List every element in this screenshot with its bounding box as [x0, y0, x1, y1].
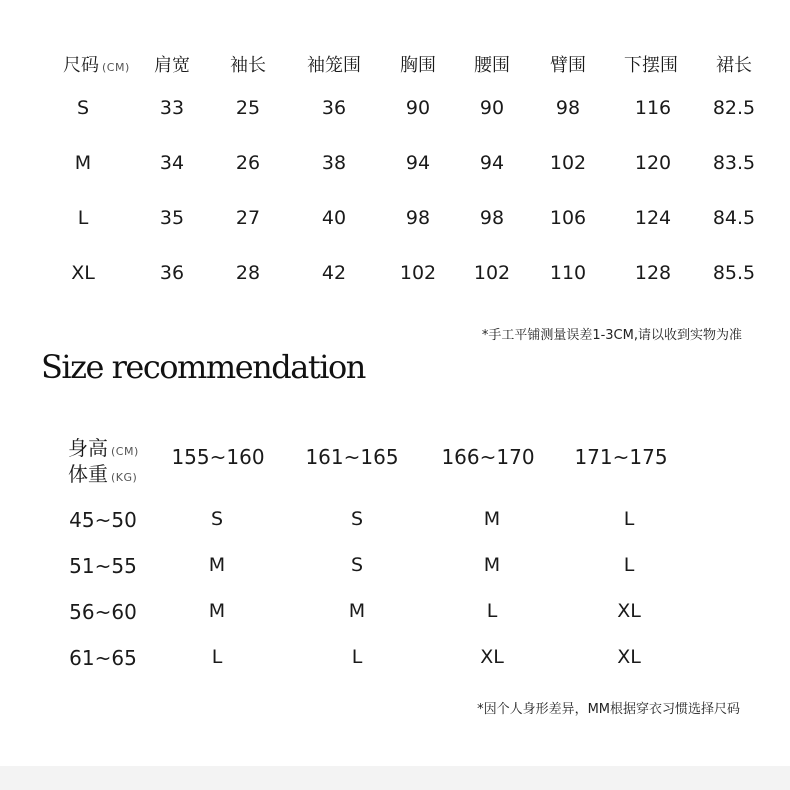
size-cell: L: [623, 508, 635, 530]
table-cell: 94: [479, 152, 505, 174]
table-cell: 28: [235, 262, 261, 284]
size-header-label: 尺码: [63, 55, 99, 76]
footer-bar: [0, 766, 790, 790]
size-cell: M: [348, 600, 366, 622]
weight-range-cell: 61~65: [69, 646, 137, 670]
table-cell: 25: [235, 97, 261, 119]
table-cell: 85.5: [712, 262, 756, 284]
weight-range-cell: 56~60: [69, 600, 137, 624]
table-cell: 83.5: [712, 152, 756, 174]
table-cell: 102: [473, 262, 511, 284]
table-cell: 102: [549, 152, 587, 174]
size-cell: M: [483, 554, 501, 576]
arm-circumference-header: 臂围: [550, 55, 586, 76]
size-cell: M: [208, 554, 226, 576]
table-cell: 128: [634, 262, 672, 284]
table-cell: 34: [159, 152, 185, 174]
table-cell: 106: [549, 207, 587, 229]
body-shape-note: *因个人身形差异，MM根据穿衣习惯选择尺码: [477, 702, 740, 717]
table-cell: 90: [405, 97, 431, 119]
size-cell: XL: [617, 600, 641, 622]
weight-unit: (KG): [111, 471, 138, 484]
size-column-header: [63, 51, 130, 77]
size-cell: L: [351, 646, 363, 668]
size-unit-label: (CM): [102, 61, 130, 74]
size-cell: S: [350, 554, 364, 576]
table-cell: M: [74, 152, 92, 174]
weight-label: 体重: [68, 462, 108, 486]
size-recommendation-title: Size recommendation: [41, 348, 365, 386]
height-unit: (CM): [111, 445, 139, 458]
dress-length-header: 裙长: [716, 55, 752, 76]
table-cell: 36: [159, 262, 185, 284]
table-cell: 110: [549, 262, 587, 284]
table-cell: 124: [634, 207, 672, 229]
weight-range-cell: 51~55: [69, 554, 137, 578]
size-cell: M: [483, 508, 501, 530]
table-cell: 98: [555, 97, 581, 119]
table-cell: 90: [479, 97, 505, 119]
weight-range-cell: 45~50: [69, 508, 137, 532]
table-cell: 27: [235, 207, 261, 229]
table-cell: 98: [479, 207, 505, 229]
weight-label-group: [68, 458, 137, 487]
size-cell: M: [208, 600, 226, 622]
table-cell: 42: [321, 262, 347, 284]
size-cell: XL: [617, 646, 641, 668]
height-range-header: 155~160: [171, 445, 265, 469]
table-cell: 33: [159, 97, 185, 119]
table-cell: 116: [634, 97, 672, 119]
shoulder-width-header: 肩宽: [154, 55, 190, 76]
measurement-note: *手工平铺测量误差1-3CM,请以收到实物为准: [481, 328, 742, 343]
size-cell: L: [486, 600, 498, 622]
table-cell: L: [77, 207, 89, 229]
size-cell: S: [350, 508, 364, 530]
size-cell: S: [210, 508, 224, 530]
table-cell: 98: [405, 207, 431, 229]
hem-header: 下摆围: [624, 55, 678, 76]
table-cell: 120: [634, 152, 672, 174]
bust-header: 胸围: [400, 55, 436, 76]
height-range-header: 166~170: [441, 445, 535, 469]
sleeve-length-header: 袖长: [230, 55, 266, 76]
table-cell: 38: [321, 152, 347, 174]
table-cell: 84.5: [712, 207, 756, 229]
height-range-header: 161~165: [305, 445, 399, 469]
size-cell: L: [623, 554, 635, 576]
table-cell: 35: [159, 207, 185, 229]
table-cell: 40: [321, 207, 347, 229]
table-cell: 82.5: [712, 97, 756, 119]
waist-header: 腰围: [474, 55, 510, 76]
height-range-header: 171~175: [574, 445, 668, 469]
table-cell: 94: [405, 152, 431, 174]
table-cell: S: [76, 97, 90, 119]
table-cell: 102: [399, 262, 437, 284]
size-cell: XL: [480, 646, 504, 668]
height-label-group: [68, 432, 139, 461]
table-cell: XL: [71, 262, 95, 284]
armhole-header: 袖笼围: [307, 55, 361, 76]
size-cell: L: [211, 646, 223, 668]
table-cell: 36: [321, 97, 347, 119]
height-label: 身高: [68, 436, 108, 460]
table-cell: 26: [235, 152, 261, 174]
